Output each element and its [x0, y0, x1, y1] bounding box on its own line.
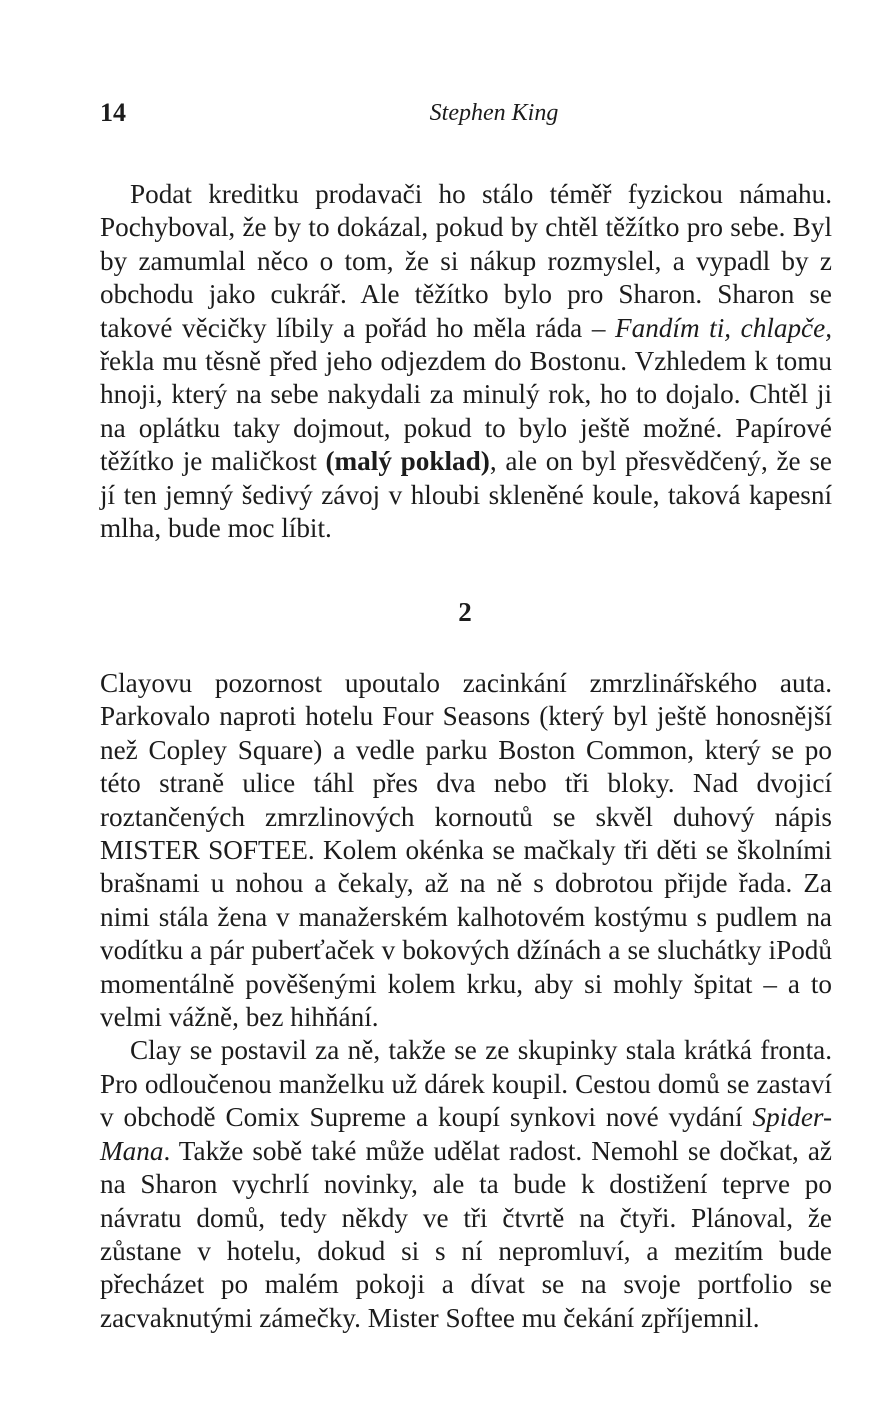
paragraph-3-italic: Spider-Mana — [100, 1102, 832, 1166]
text-block-1 — [100, 178, 832, 545]
paragraph-3-text-b: . Takže sobě také může udělat radost. Nemohl se dočkat, až na Sharon vychrlí novinky, ale ta bude k dostižení teprve po návratu domů, tedy někdy ve tři čtvrtě na čtyři. Plánoval, že zůstane v hotelu, dokud si s ní nepromluví, a mezitím bude přecházet po malém pokoji a dívat se na svoje portfolio se zacvaknutými zámečky. Mister Softee mu čekání zpříjemnil. — [100, 1135, 832, 1333]
paragraph-1 — [100, 178, 832, 545]
paragraph-2: Clayovu pozornost upoutalo zacinkání zmrzlinářského auta. Parkovalo naproti hotelu Four Seasons (který byl ještě honosnější než Copley Square) a vedle parku Boston Common, který se po této straně ulice táhl přes dva nebo tři bloky. Nad dvojicí roztančených zmrzlinových kornoutů se skvěl duhový nápis MISTER SOFTEE. Kolem okénka se mačkaly tři děti se školními brašnami u nohou a čekaly, až na ně s dobrotou přijde řada. Za nimi stála žena v manažerském kalhotovém kostýmu s pudlem na vodítku a pár puberťaček v bokových džínách a se sluchátky iPodů momentálně pověšenými kolem krku, aby si mohly špitat – a to velmi vážně, bez hihňání. — [100, 668, 832, 1033]
paragraph-1-bold: (malý poklad) — [325, 446, 490, 477]
section-number: 2 — [458, 597, 472, 627]
running-head-author: Stephen King — [429, 100, 559, 126]
page-number: 14 — [100, 98, 126, 127]
text-block-2 — [100, 667, 832, 1335]
paragraph-1-text-b: řekla mu těsně před jeho odjezdem do Bostonu. Vzhledem k tomu hnoji, který na sebe nakydali za minulý rok, ho to dojalo. Chtěl ji na oplátku taky dojmout, pokud to bylo ještě možné. Papírové těžítko je maličkost — [100, 346, 832, 477]
paragraph-3 — [100, 1034, 832, 1335]
page-header — [100, 98, 828, 134]
paragraph-1-text-a: Podat kreditku prodavači ho stálo téměř fyzickou námahu. Pochyboval, že by to dokázal, pokud by chtěl těžítko pro sebe. Byl by zamumlal něco o tom, že si nákup rozmyslel, a vypadl by z obchodu jako cukrář. Ale těžítko bylo pro Sharon. Sharon se takové věcičky líbily a pořád ho měla ráda – — [100, 179, 832, 343]
paragraph-1-text-c: , ale on byl přesvědčený, že se jí ten jemný šedivý závoj v hloubi skleněné koule, taková kapesní mlha, bude moc líbit. — [100, 446, 832, 544]
paragraph-1-italic: Fandím ti, chlapče, — [615, 312, 832, 343]
paragraph-3-text-a: Clay se postavil za ně, takže se ze skupinky stala krátká fronta. Pro odloučenou manželku už dárek koupil. Cestou domů se zastaví v obchodě Comix Supreme a koupí synkovi nové vydání — [100, 1035, 832, 1133]
